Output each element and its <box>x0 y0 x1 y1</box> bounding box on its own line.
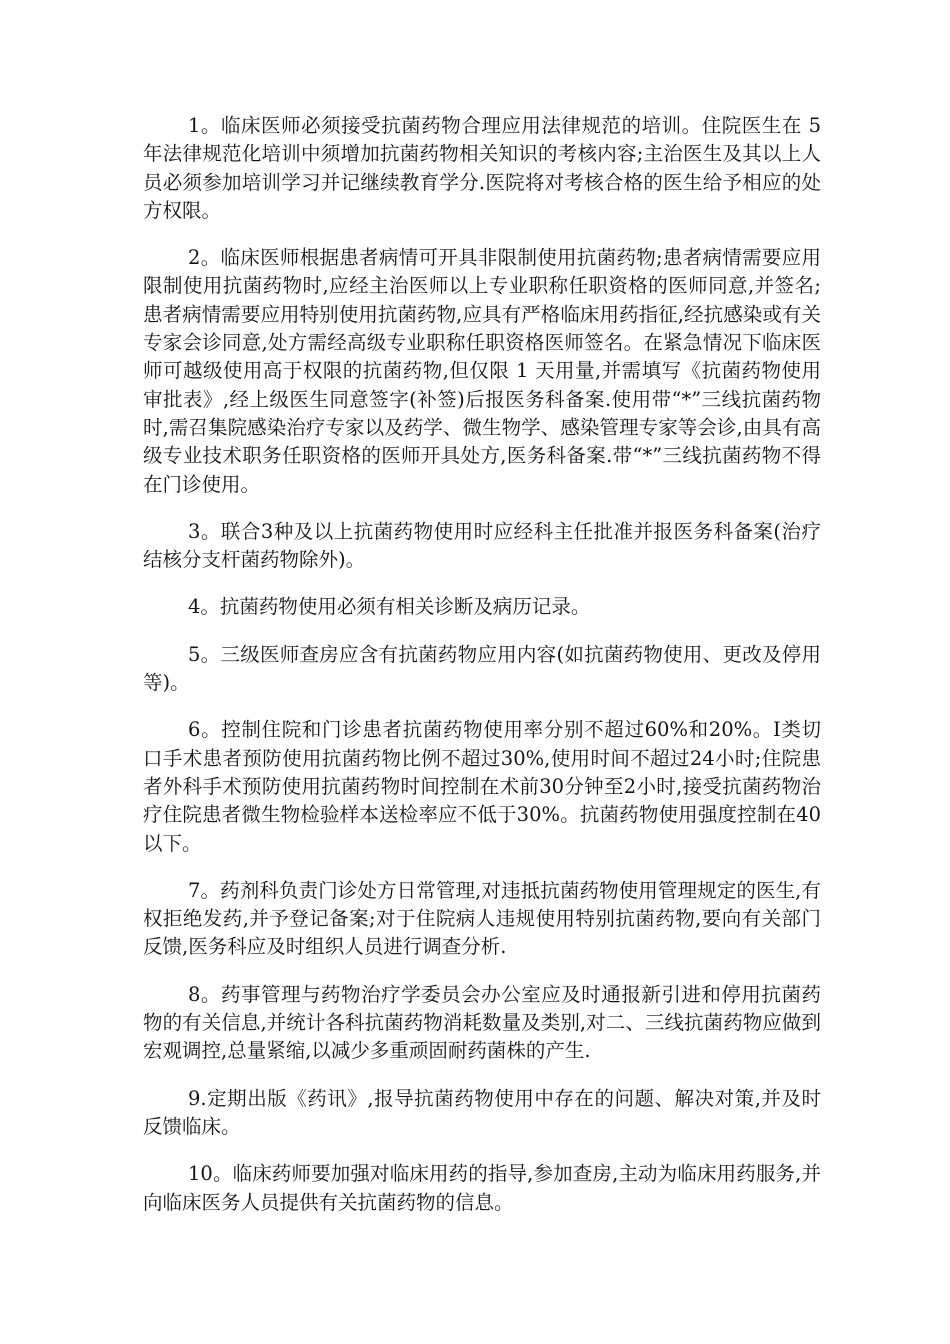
paragraph-7: 7。药剂科负责门诊处方日常管理,对违抵抗菌药物使用管理规定的医生,有权拒绝发药,并予登记备案;对于住院病人违规使用特别抗菌药物,要向有关部门反馈,医务科应及时组织人员进行调查分析. <box>143 878 821 959</box>
paragraph-10: 10。临床药师要加强对临床用药的指导,参加查房,主动为临床用药服务,并向临床医务人员提供有关抗菌药物的信息。 <box>143 1162 821 1214</box>
paragraph-1: 1。临床医师必须接受抗菌药物合理应用法律规范的培训。住院医生在 5 年法律规范化培训中须增加抗菌药物相关知识的考核内容;主治医生及其以上人员必须参加培训学习并记继续教育学分.医院将对考核合格的医生给予相应的处方权限。 <box>143 114 821 222</box>
document-body <box>143 112 821 1236</box>
paragraph-9: 9.定期出版《药讯》,报导抗菌药物使用中存在的问题、解决对策,并及时反馈临床。 <box>143 1086 821 1138</box>
paragraph-4: 4。抗菌药物使用必须有相关诊断及病历记录。 <box>188 595 591 619</box>
paragraph-3: 3。联合3种及以上抗菌药物使用时应经科主任批准并报医务科备案(治疗结核分支杆菌药物除外)。 <box>143 519 821 572</box>
paragraph-6: 6。控制住院和门诊患者抗菌药物使用率分别不超过60%和20%。I类切口手术患者预防使用抗菌药物比例不超过30%,使用时间不超过24小时;住院患者外科手术预防使用抗菌药物时间控制在术前30分钟至2小时,接受抗菌药物治疗住院患者微生物检验样本送检率应不低于30%。抗菌药物使用强度控制在40以下。 <box>143 718 821 855</box>
paragraph-5: 5。三级医师查房应含有抗菌药物应用内容(如抗菌药物使用、更改及停用等)。 <box>143 642 821 695</box>
paragraph-8: 8。药事管理与药物治疗学委员会办公室应及时通报新引进和停用抗菌药物的有关信息,并统计各科抗菌药物消耗数量及类别,对二、三线抗菌药物应做到宏观调控,总量紧缩,以减少多重顽固耐药菌株的产生. <box>143 982 821 1063</box>
paragraph-2: 2。临床医师根据患者病情可开具非限制使用抗菌药物;患者病情需要应用限制使用抗菌药物时,应经主治医师以上专业职称任职资格的医师同意,并签名;患者病情需要应用特别使用抗菌药物,应具有严格临床用药指征,经抗感染或有关专家会诊同意,处方需经高级专业职称任职资格医师签名。在紧急情况下临床医师可越级使用高于权限的抗菌药物,但仅限 1 天用量,并需填写《抗菌药物使用审批表》,经上级医生同意签字(补签)后报医务科备案.使用带“*”三线抗菌药物时,需召集院感染治疗专家以及药学、微生物学、感染管理专家等会诊,由具有高级专业技术职务任职资格的医师开具处方,医务科备案.带“*”三线抗菌药物不得在门诊使用。 <box>143 246 821 496</box>
